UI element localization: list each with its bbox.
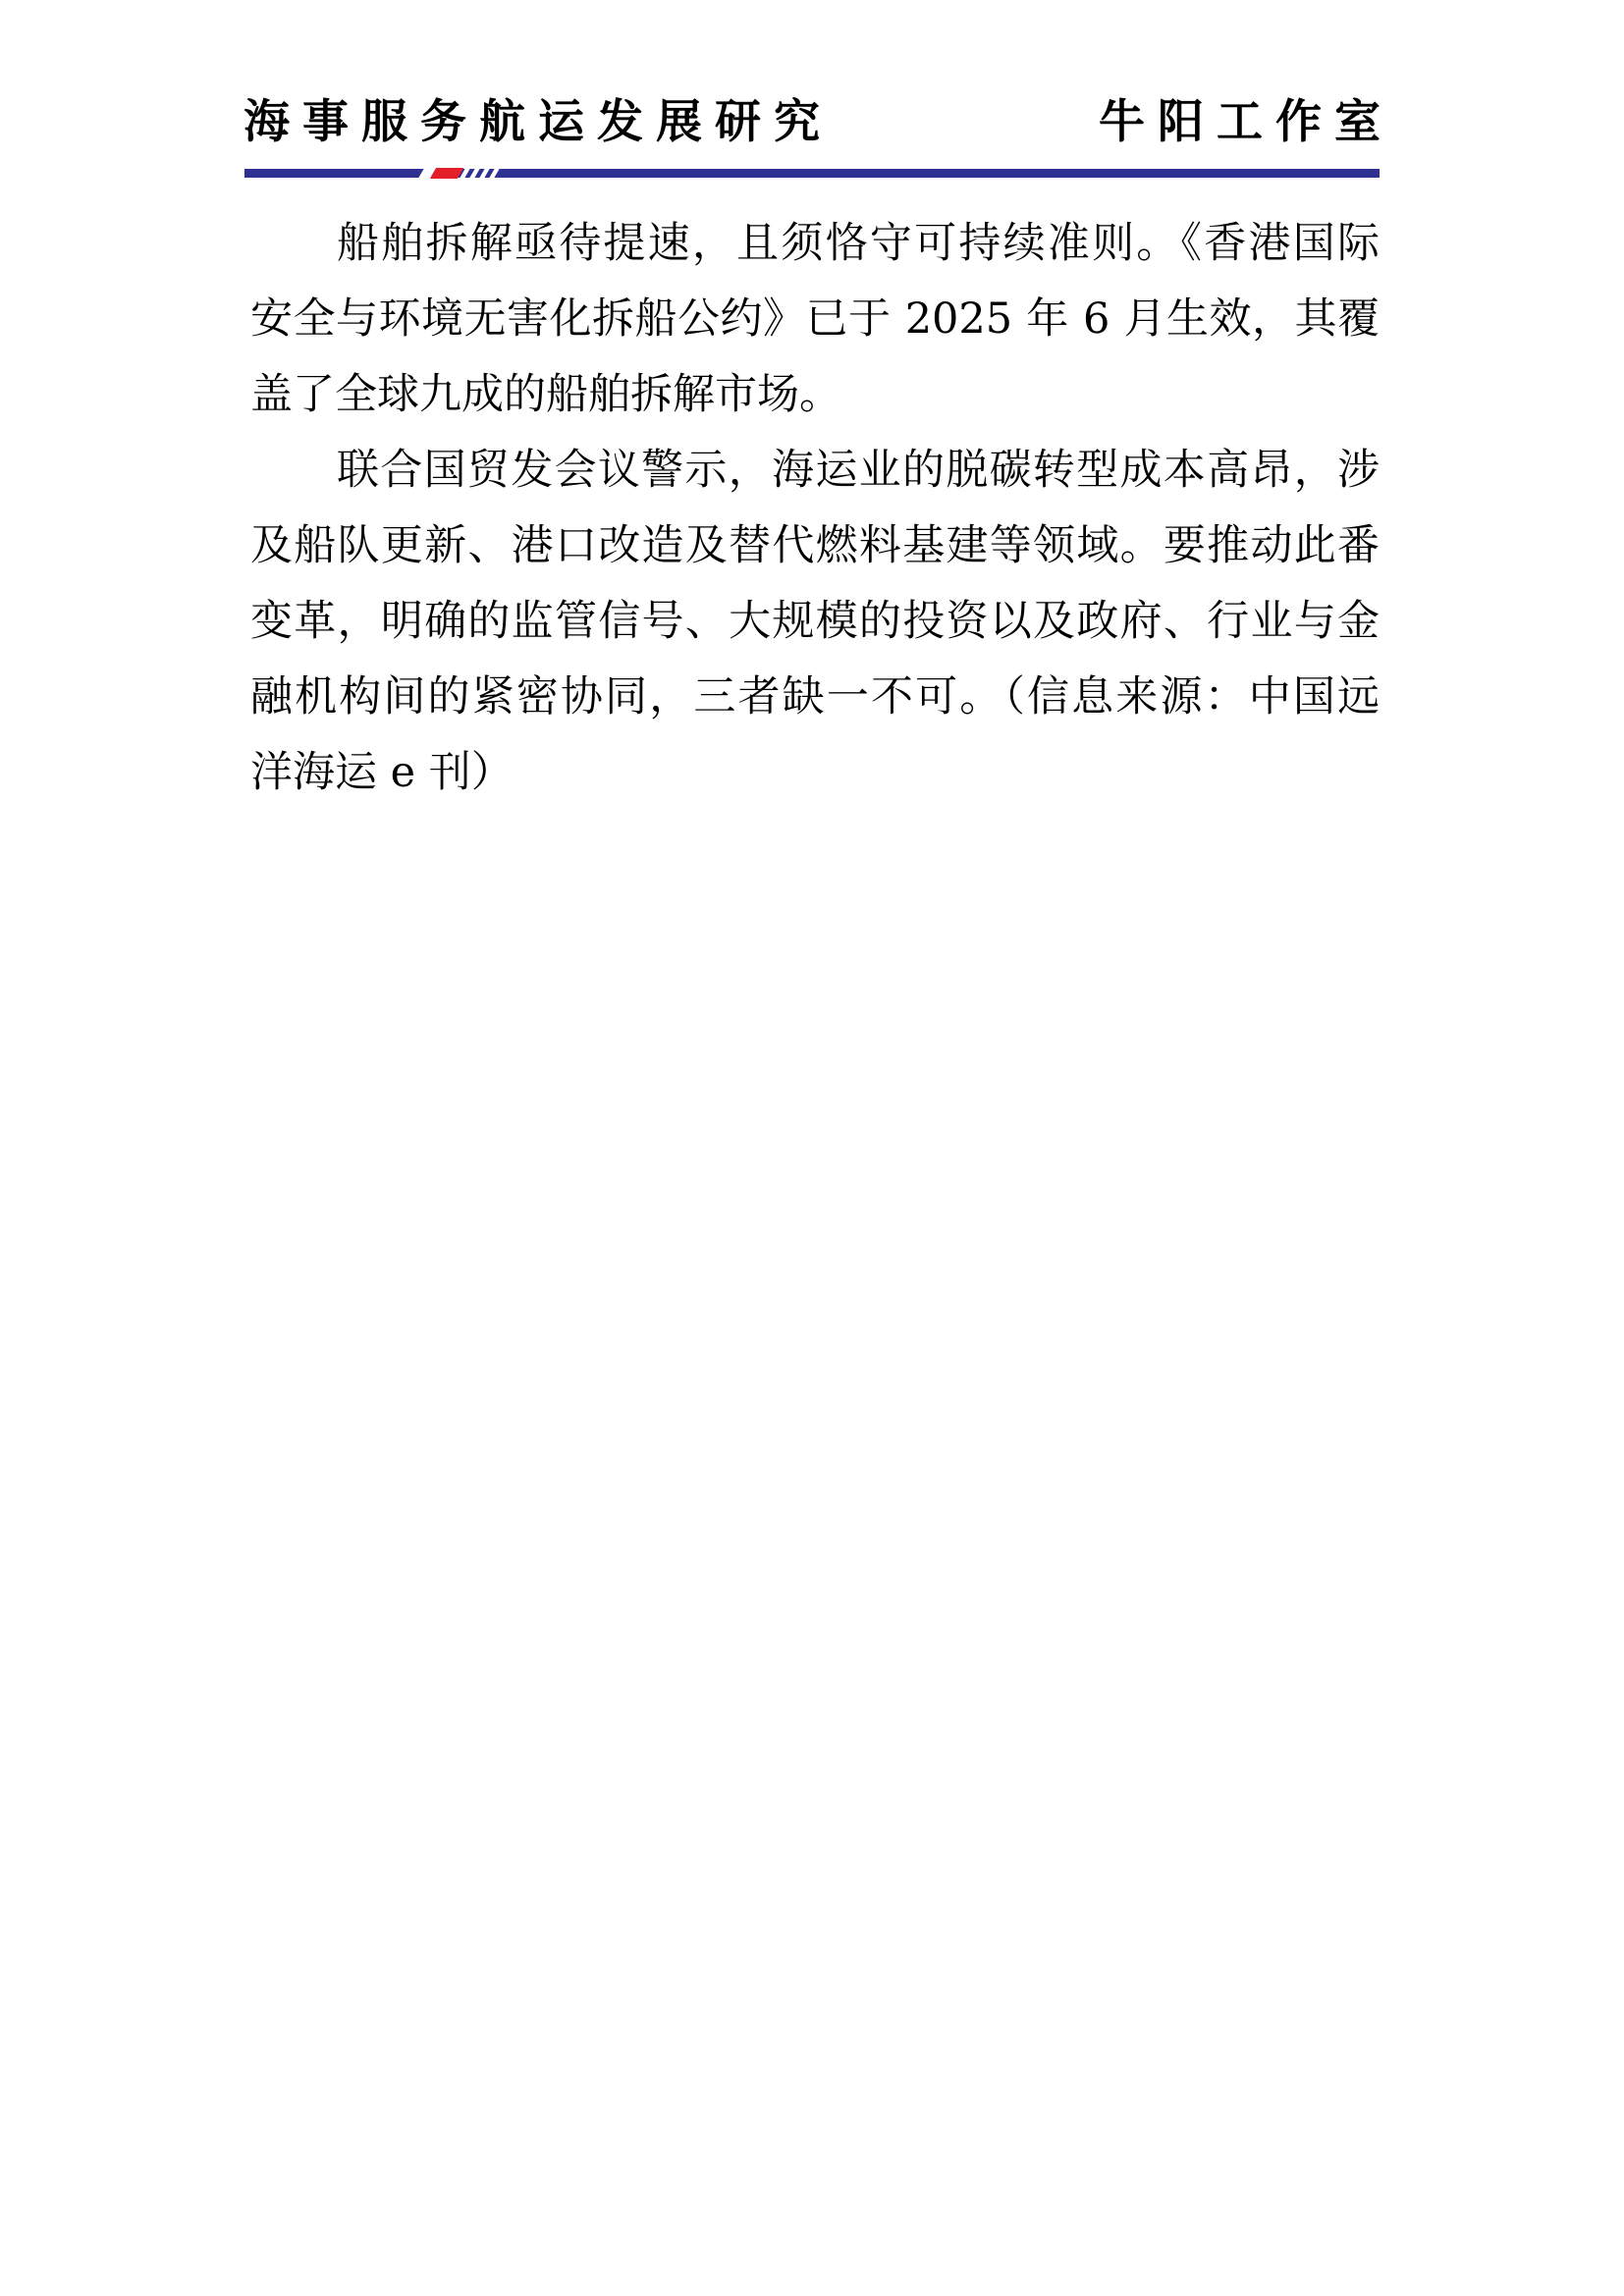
text-line: 船舶拆解亟待提速，且须恪守可持续准则。《香港国际 (337, 219, 1380, 268)
article-body (250, 206, 1380, 811)
text-line: 安全与环境无害化拆船公约》已于 2025 年 6 月生效，其覆 (250, 294, 1380, 344)
header-divider-bar (244, 169, 1380, 178)
divider-red-accent (430, 168, 463, 179)
text-line: 融机构间的紧密协同，三者缺一不可。（信息来源：中国远 (250, 672, 1380, 721)
text-line: 联合国贸发会议警示，海运业的脱碳转型成本高昂，涉 (337, 446, 1380, 495)
text-line: 变革，明确的监管信号、大规模的投资以及政府、行业与金 (250, 597, 1380, 646)
text-line: 及船队更新、港口改造及替代燃料基建等领域。要推动此番 (250, 521, 1380, 570)
header-title-left: 海事服务航运发展研究 (244, 95, 833, 149)
divider-hatch-stripe (489, 168, 500, 179)
header (244, 94, 1393, 151)
header-title-right: 牛阳工作室 (1099, 95, 1393, 149)
text-line: 洋海运 e 刊） (250, 748, 514, 797)
text-line: 盖了全球九成的船舶拆解市场。 (250, 370, 841, 419)
